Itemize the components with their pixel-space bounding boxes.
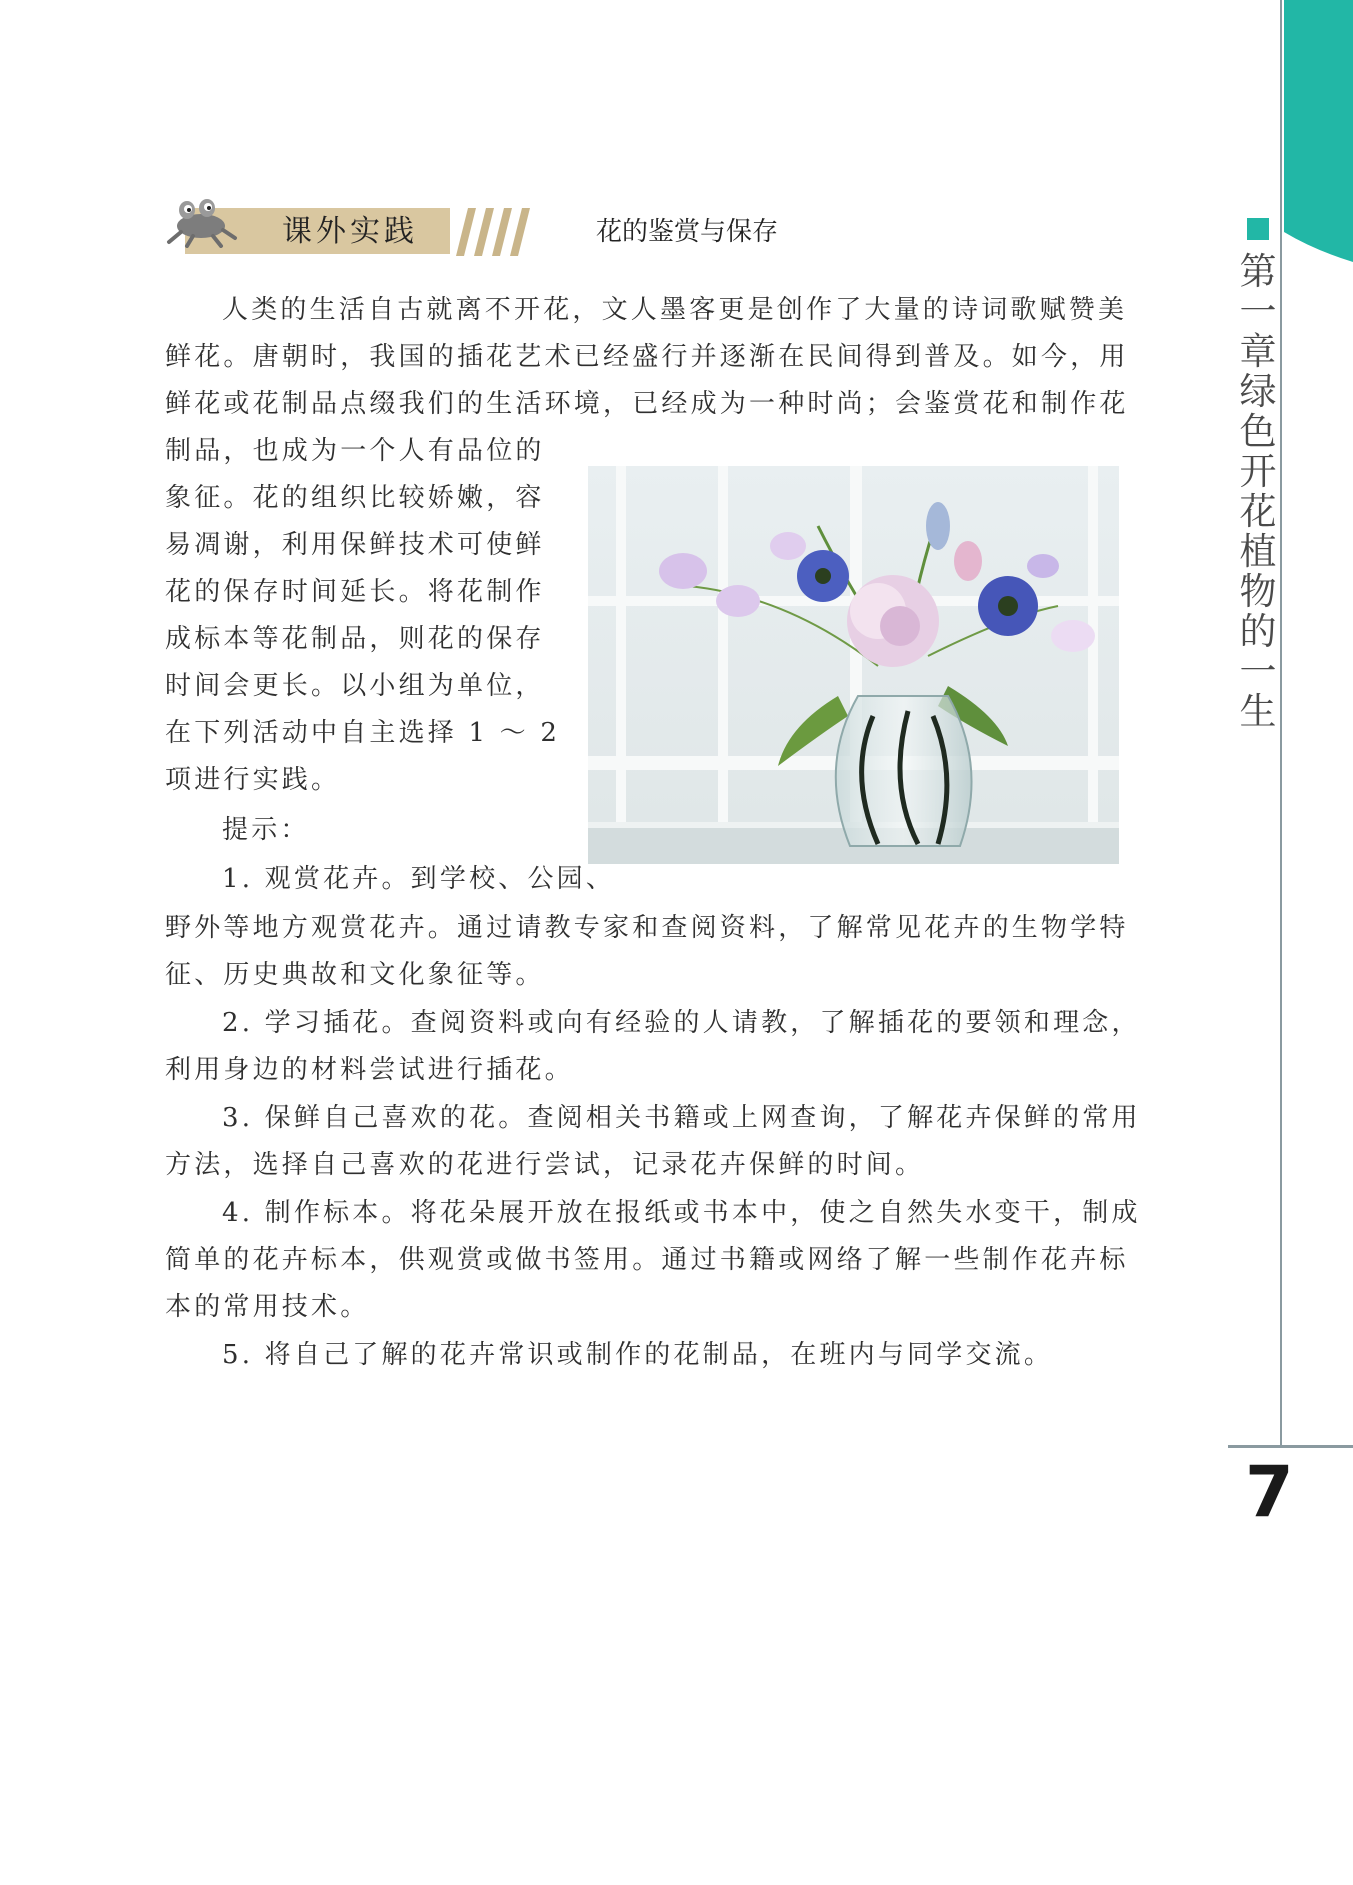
text-line: 3. 保鲜自己喜欢的花。查阅相关书籍或上网查询，了解花卉保鲜的常用 xyxy=(222,1103,1141,1133)
chapter-title: 第一章 绿色开花植物的一生 xyxy=(1239,250,1277,733)
text-line: 简单的花卉标本，供观赏或做书签用。通过书籍或网络了解一些制作花卉标 xyxy=(165,1245,1129,1275)
text-line: 利用身边的材料尝试进行插花。 xyxy=(165,1055,574,1085)
banner-stripes xyxy=(446,208,538,256)
text-line: 项进行实践。 xyxy=(165,765,341,795)
flower-vase-photo xyxy=(588,466,1119,864)
text-line: 5. 将自己了解的花卉常识或制作的花制品，在班内与同学交流。 xyxy=(222,1340,1054,1370)
text-line: 提示： xyxy=(222,815,310,845)
text-line: 人类的生活自古就离不开花，文人墨客更是创作了大量的诗词歌赋赞美 xyxy=(222,295,1128,325)
text-line: 2. 学习插花。查阅资料或向有经验的人请教，了解插花的要领和理念， xyxy=(222,1008,1141,1038)
text-line: 鲜花或花制品点缀我们的生活环境，已经成为一种时尚；会鉴赏花和制作花 xyxy=(165,389,1129,419)
chapter-tab xyxy=(1284,0,1353,232)
text-line: 在下列活动中自主选择 1 ～ 2 xyxy=(165,718,561,748)
section-title: 花的鉴赏与保存 xyxy=(596,217,779,247)
chapter-marker xyxy=(1247,218,1269,240)
text-line: 方法，选择自己喜欢的花进行尝试，记录花卉保鲜的时间。 xyxy=(165,1150,925,1180)
text-line: 4. 制作标本。将花朵展开放在报纸或书本中，使之自然失水变干，制成 xyxy=(222,1198,1141,1228)
text-line: 成标本等花制品，则花的保存 xyxy=(165,624,545,654)
text-line: 花的保存时间延长。将花制作 xyxy=(165,577,545,607)
text-line: 本的常用技术。 xyxy=(165,1292,370,1322)
text-line: 鲜花。唐朝时，我国的插花艺术已经盛行并逐渐在民间得到普及。如今，用 xyxy=(165,342,1129,372)
text-line: 野外等地方观赏花卉。通过请教专家和查阅资料，了解常见花卉的生物学特 xyxy=(165,913,1129,943)
frog-mascot-icon xyxy=(163,188,243,248)
text-line: 易凋谢，利用保鲜技术可使鲜 xyxy=(165,530,545,560)
text-line: 时间会更长。以小组为单位， xyxy=(165,671,545,701)
text-line: 1. 观赏花卉。到学校、公园、 xyxy=(222,864,616,894)
page-number-rule xyxy=(1228,1445,1353,1448)
page-number: 7 xyxy=(1245,1451,1294,1533)
banner-label: 课外实践 xyxy=(282,214,418,249)
chapter-tab-curve xyxy=(1284,232,1353,262)
text-line: 征、历史典故和文化象征等。 xyxy=(165,960,545,990)
text-line: 制品，也成为一个人有品位的 xyxy=(165,436,545,466)
text-line: 象征。花的组织比较娇嫩，容 xyxy=(165,483,545,513)
margin-rule xyxy=(1280,0,1282,1445)
